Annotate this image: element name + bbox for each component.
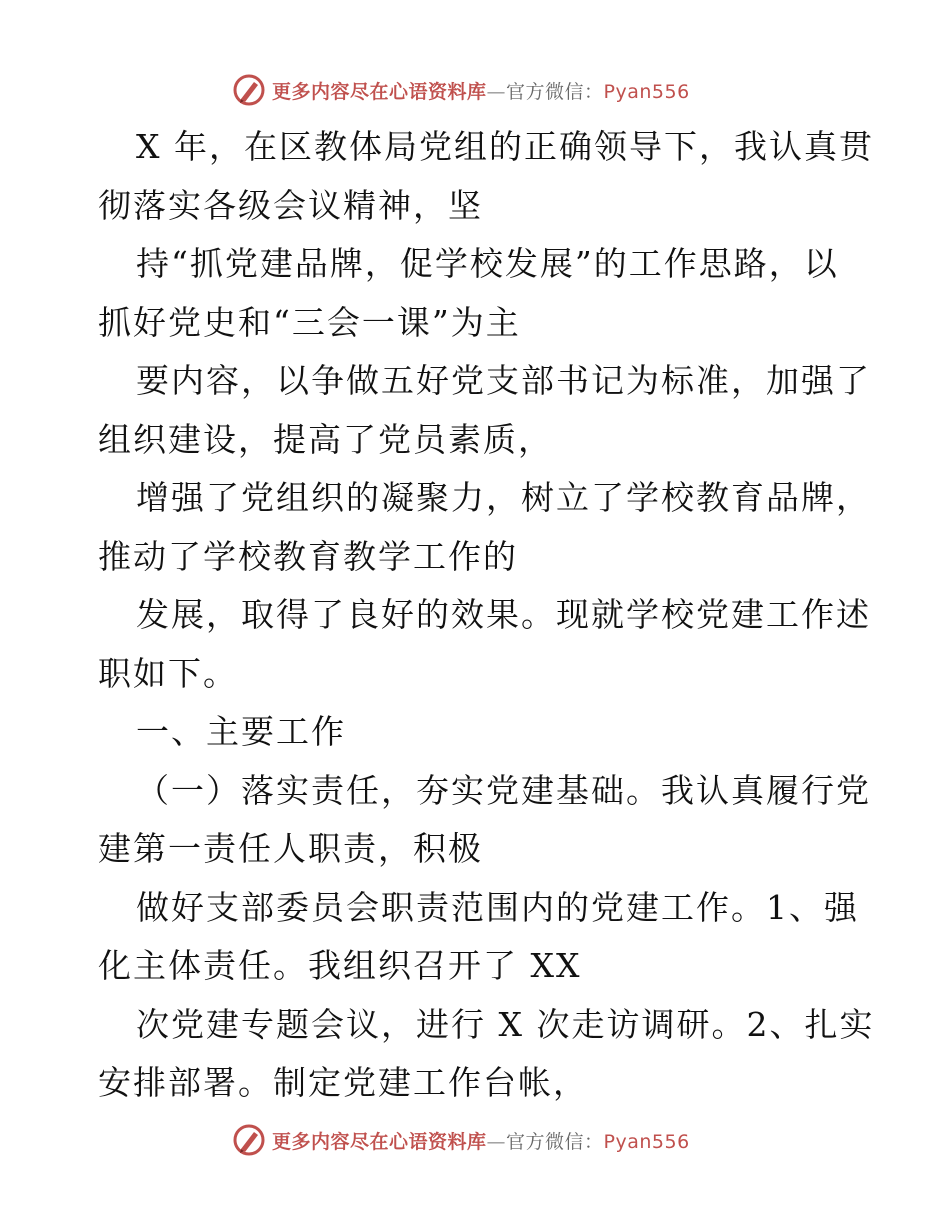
document-body — [98, 118, 875, 1113]
text-line: （一）落实责任，夯实党建基础。我认真履行党 — [136, 770, 871, 810]
text-line: 发展，取得了良好的效果。现就学校党建工作述 — [136, 595, 871, 634]
watermark-separator: — — [486, 80, 507, 103]
text-line: 抓好党史和“三会一课”为主 — [98, 302, 521, 342]
text-line: 增强了党组织的凝聚力，树立了学校教育品牌， — [136, 478, 871, 517]
watermark-separator: — — [486, 1130, 507, 1153]
header-watermark — [232, 70, 752, 110]
footer-watermark — [232, 1120, 752, 1160]
text-line: 一、主要工作 — [136, 712, 346, 751]
watermark-text — [272, 77, 690, 104]
text-line: 要内容，以争做五好党支部书记为标准，加强了 — [136, 361, 871, 400]
text-line: 组织建设，提高了党员素质， — [98, 419, 553, 459]
text-line: 做好支部委员会职责范围内的党建工作。1、强 — [136, 887, 859, 927]
text-line: 化主体责任。我组织召开了 XX — [98, 946, 582, 985]
text-line: 持“抓党建品牌，促学校发展”的工作思路，以 — [136, 244, 839, 283]
text-line: 推动了学校教育教学工作的 — [98, 536, 518, 576]
watermark-site: 更多内容尽在心语资料库 — [272, 80, 487, 103]
watermark-label: 官方微信： — [506, 80, 604, 103]
pen-logo-icon — [232, 1123, 266, 1157]
text-line: 安排部署。制定党建工作台帐， — [98, 1063, 588, 1102]
text-line: 次党建专题会议，进行 X 次走访调研。2、扎实 — [136, 1004, 875, 1044]
watermark-text — [272, 1127, 690, 1154]
text-line: 彻落实各级会议精神，坚 — [98, 185, 483, 225]
text-line: X 年，在区教体局党组的正确领导下，我认真贯 — [136, 127, 874, 166]
text-line: 建第一责任人职责，积极 — [98, 829, 483, 868]
text-line: 职如下。 — [98, 653, 238, 693]
pen-logo-icon — [232, 73, 266, 107]
watermark-label: 官方微信： — [506, 1130, 604, 1153]
watermark-wechat-id: Pyan556 — [603, 1130, 690, 1153]
watermark-wechat-id: Pyan556 — [603, 80, 690, 103]
watermark-site: 更多内容尽在心语资料库 — [272, 1130, 487, 1153]
